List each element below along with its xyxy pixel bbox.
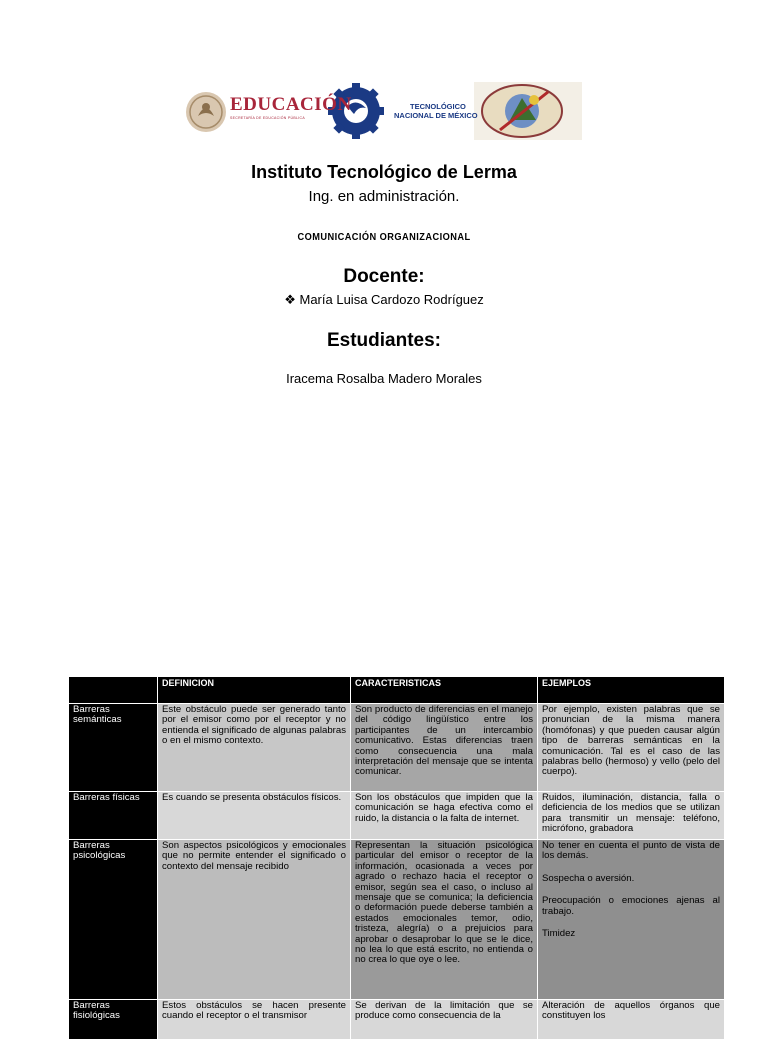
student-name: Iracema Rosalba Madero Morales: [286, 371, 482, 386]
example-text: No tener en cuenta el punto de vista de los demás.: [542, 840, 720, 862]
characteristics-cell: Son producto de diferencias en el manejo del código lingüístico entre los participantes de un intercambio comunicativo. Estas diferencias traen como consecuencia una mala interpretación del mensaje que se intenta comunicar.: [351, 704, 538, 792]
example-text: Sospecha o aversión.: [542, 872, 635, 884]
program-subtitle: Ing. en administración.: [308, 188, 460, 205]
definition-cell: Estos obstáculos se hacen presente cuando el receptor o el transmisor: [158, 1000, 351, 1040]
examples-cell: [538, 840, 725, 1000]
row-label: Barreras físicas: [69, 792, 158, 840]
definition-cell: Son aspectos psicológicos y emocionales que no permite entender el significado o contexto del mensaje recibido: [158, 840, 351, 1000]
subject-name: COMUNICACIÓN ORGANIZACIONAL: [297, 231, 471, 243]
row-label: Barreras fisiológicas: [69, 1000, 158, 1040]
row-label: Barreras semánticas: [69, 704, 158, 792]
sep-seal-icon: [186, 92, 226, 132]
example-text: Alteración de aquellos órganos que constituyen los: [542, 1000, 720, 1022]
barriers-table: [68, 676, 725, 1040]
estudiantes-heading: Estudiantes:: [326, 330, 442, 351]
definition-cell: Es cuando se presenta obstáculos físicos.: [158, 792, 351, 840]
characteristics-cell: Se derivan de la limitación que se produce como consecuencia de la: [351, 1000, 538, 1040]
examples-cell: [538, 792, 725, 840]
edu-logo-text: EDUCACIÓN: [230, 94, 352, 115]
table-row: [69, 704, 725, 792]
table-header-cell: EJEMPLOS: [538, 677, 725, 704]
logo-banner: [184, 80, 584, 142]
tecnm-line1: TECNOLÓGICO: [410, 102, 466, 111]
table-header-cell: CARACTERISTICAS: [351, 677, 538, 704]
table-header-cell: DEFINICION: [158, 677, 351, 704]
table-header-cell: [69, 677, 158, 704]
example-text: Preocupación o emociones ajenas al trabajo.: [542, 895, 720, 917]
example-text: Timidez: [542, 928, 576, 940]
definition-cell: Este obstáculo puede ser generado tanto por el emisor como por el receptor y no entienda el significado de algunas palabras o en el mismo contexto.: [158, 704, 351, 792]
tecnm-logo-text: [394, 102, 478, 120]
table-header-row: [69, 677, 725, 704]
examples-cell: [538, 1000, 725, 1040]
docente-heading: Docente:: [343, 266, 425, 287]
row-label: Barreras psicológicas: [69, 840, 158, 1000]
table-row: [69, 1000, 725, 1040]
table-row: [69, 840, 725, 1000]
examples-cell: [538, 704, 725, 792]
edu-logo-subtext: SECRETARÍA DE EDUCACIÓN PÚBLICA: [230, 116, 305, 120]
tecnm-line2: NACIONAL DE MÉXICO: [394, 111, 478, 120]
characteristics-cell: Son los obstáculos que impiden que la comunicación se haga efectiva como el ruido, la distancia o la falta de internet.: [351, 792, 538, 840]
example-text: Ruidos, iluminación, distancia, falla o deficiencia de los medios que se utilizan para transmitir un mensaje: teléfono, micrófono, grabadora: [542, 792, 720, 835]
table-row: [69, 792, 725, 840]
itl-emblem-icon: [474, 82, 582, 140]
characteristics-cell: Representan la situación psicológica particular del emisor o receptor de la información, ocasionada a veces por agrado o rechazo hacia el receptor o emisor, según sea el caso, o incluso al mensaje que se comunica; la deficiencia o deformación puede deberse también a estados emocionales temor, odio, tristeza, alegría) o a prejuicios para aprobar o desaprobar lo que se le dice, no lea lo que está escrito, no entienda o no crea lo que oye o lee.: [351, 840, 538, 1000]
teacher-name: ❖ María Luisa Cardozo Rodríguez: [284, 292, 484, 307]
institution-title: Instituto Tecnológico de Lerma: [251, 162, 517, 182]
example-text: Por ejemplo, existen palabras que se pronuncian de la misma manera (homófonas) y que pueden causar algún tipo de barreras semánticas en la comunicación. Tal es el caso de las palabras bello (hermoso) y vello (pelo del cuerpo).: [542, 704, 720, 778]
